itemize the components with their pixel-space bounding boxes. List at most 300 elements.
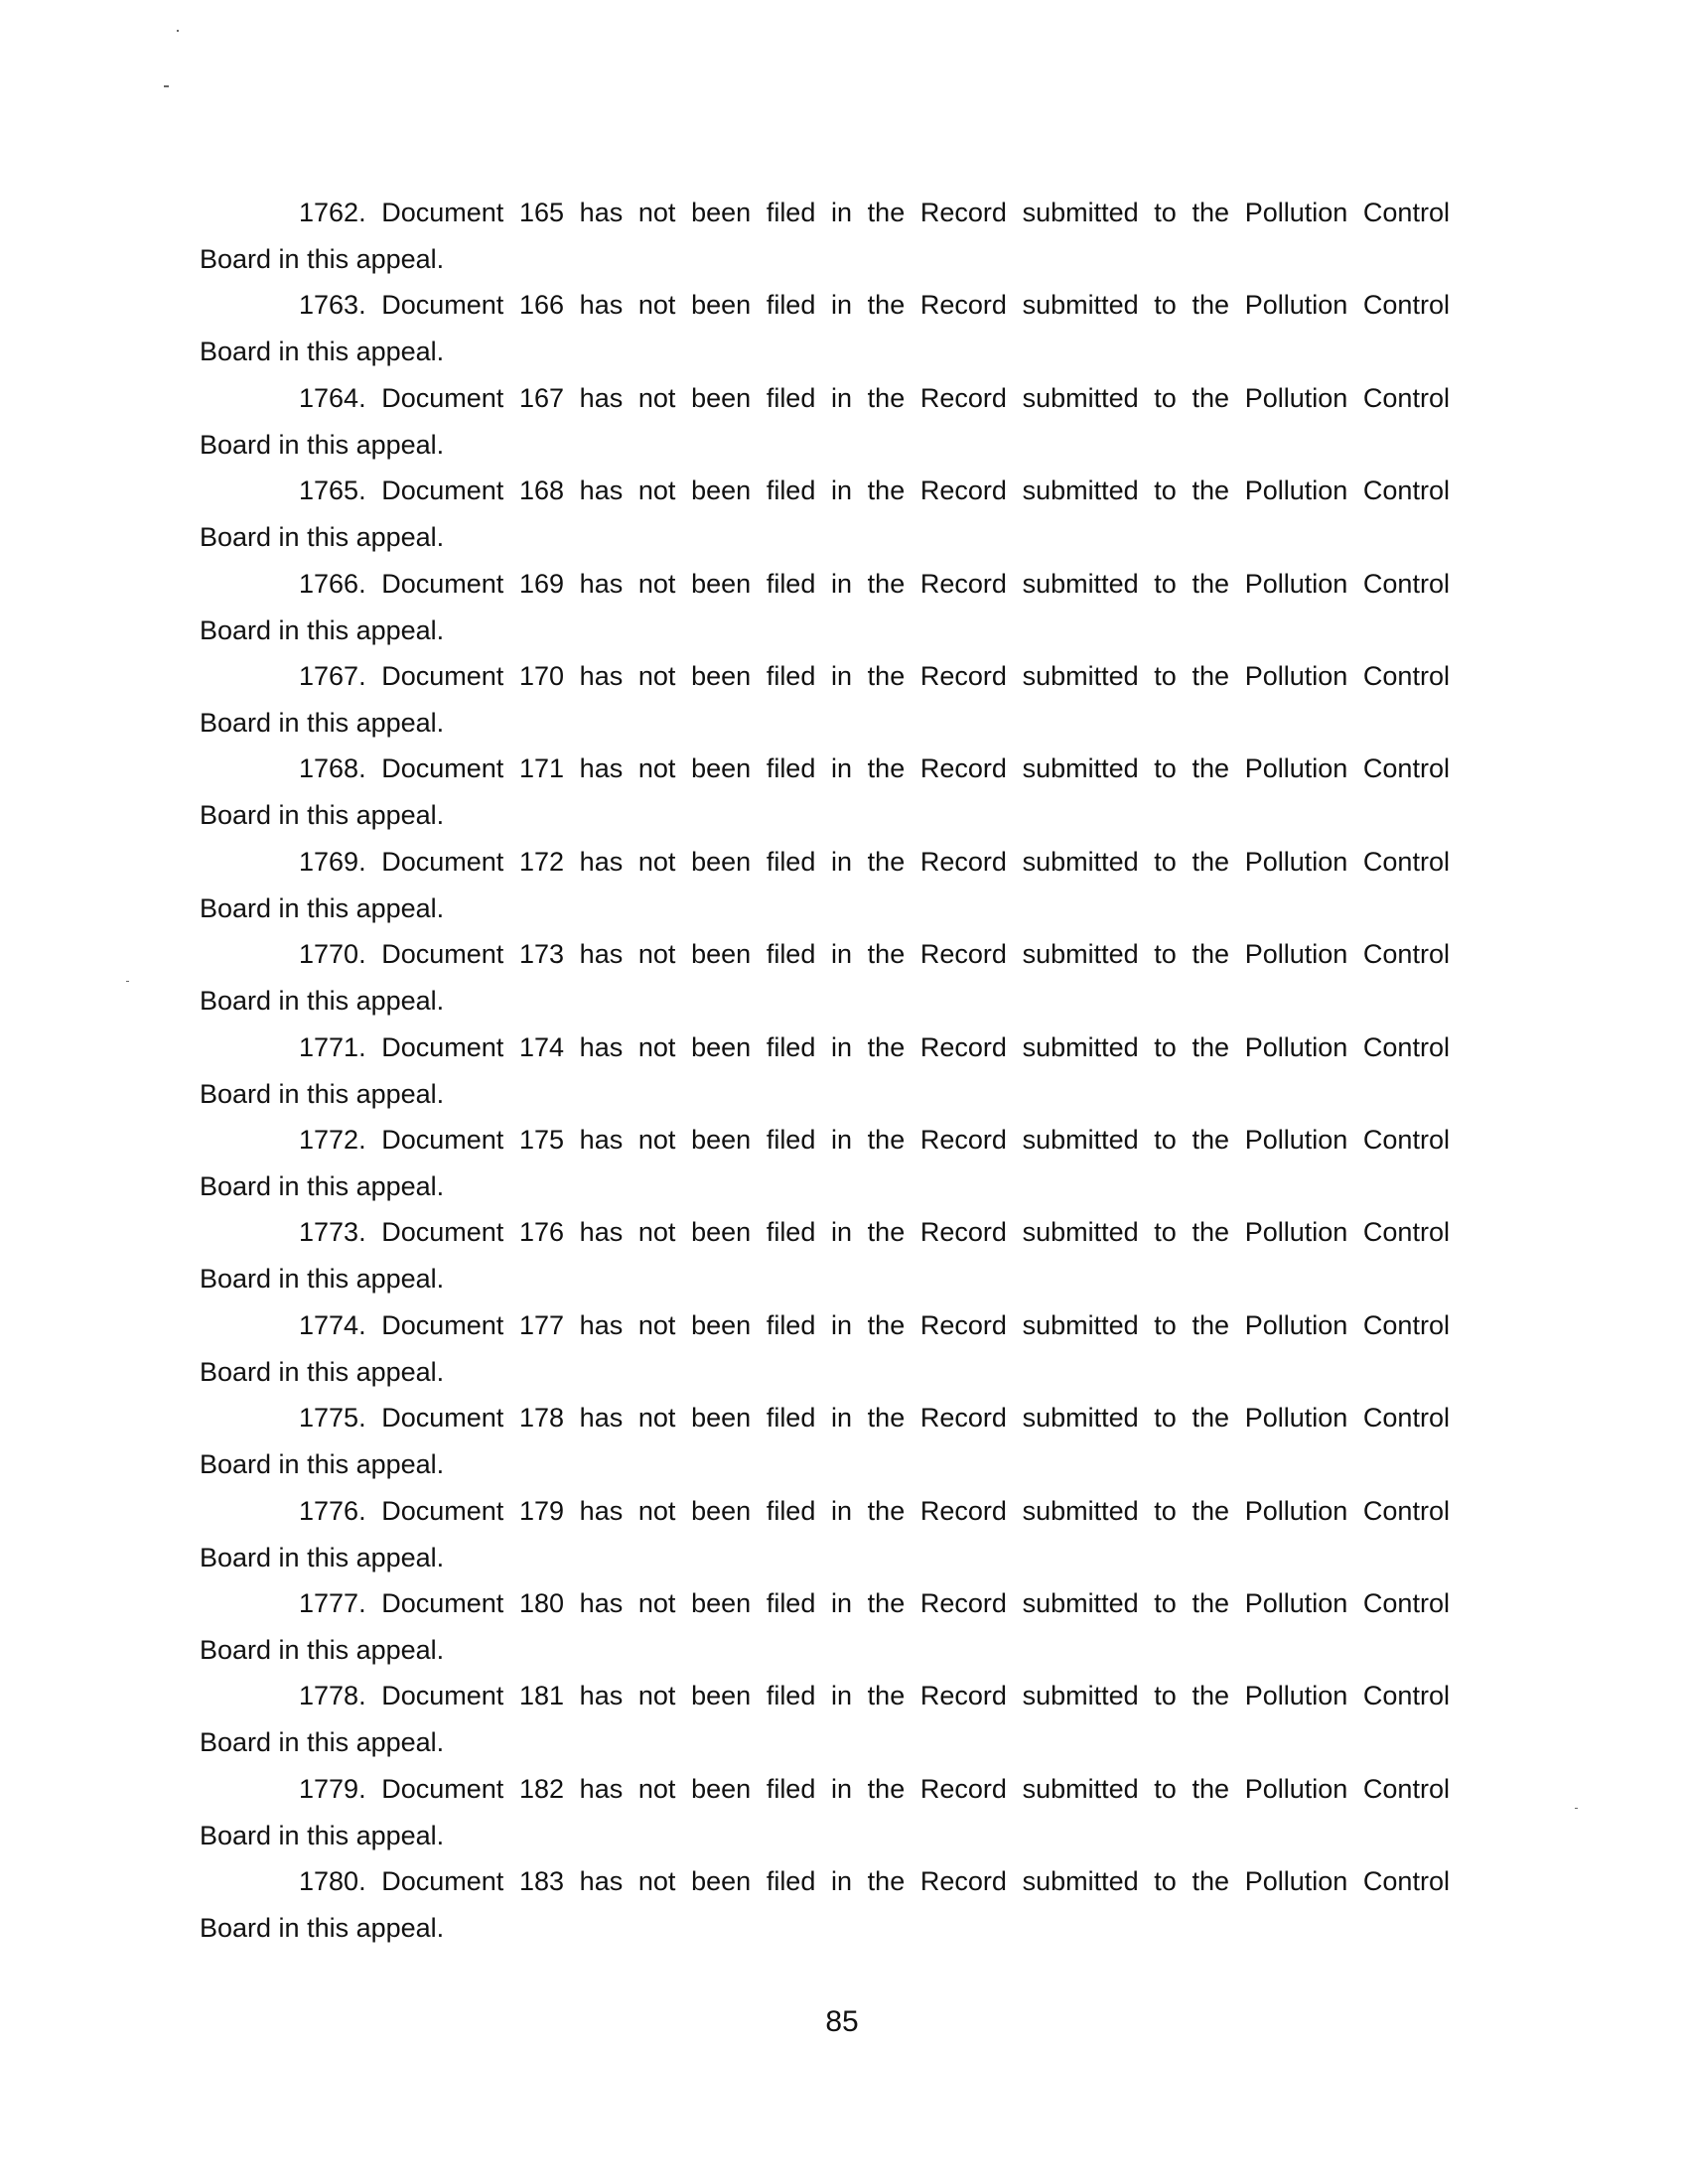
sentence-word: submitted <box>1022 1495 1139 1526</box>
sentence-word: Control <box>1362 661 1450 691</box>
sentence-word: the <box>1192 1866 1230 1897</box>
document-number: 174 <box>518 1031 565 1062</box>
sentence-word: filed <box>766 753 816 784</box>
sentence-word: the <box>867 1495 906 1526</box>
sentence-word: not <box>637 382 676 413</box>
paragraph-first-line <box>200 1302 1450 1349</box>
paragraph-number: 1770. <box>299 939 366 970</box>
sentence-word: Pollution <box>1244 1125 1348 1155</box>
document-number: 170 <box>518 661 565 691</box>
paragraph-first-line <box>200 561 1450 608</box>
sentence-word: filed <box>766 1495 816 1526</box>
paragraph-number: 1779. <box>299 1773 366 1804</box>
sentence-word: filed <box>766 1681 816 1711</box>
sentence-word: not <box>637 753 676 784</box>
sentence-word: been <box>691 753 752 784</box>
document-word: Document <box>381 1773 504 1804</box>
numbered-paragraph <box>200 931 1450 1024</box>
document-number: 171 <box>518 753 565 784</box>
sentence-word: the <box>867 1681 906 1711</box>
document-word: Document <box>381 661 504 691</box>
sentence-word: in <box>831 753 853 784</box>
sentence-word: has <box>579 476 624 506</box>
sentence-word: in <box>831 382 853 413</box>
sentence-word: Record <box>919 1031 1007 1062</box>
sentence-word: Record <box>919 290 1007 321</box>
sentence-word: Record <box>919 1217 1007 1248</box>
sentence-word: has <box>579 198 624 227</box>
paragraph-continuation: Board in this appeal. <box>200 986 445 1017</box>
scan-speck <box>126 981 129 982</box>
sentence-word: not <box>637 1125 676 1155</box>
sentence-word: in <box>831 1495 853 1526</box>
sentence-word: the <box>1192 661 1230 691</box>
sentence-word: to <box>1154 753 1177 784</box>
sentence-word: filed <box>766 846 816 877</box>
sentence-word: Pollution <box>1244 1588 1348 1618</box>
sentence-word: not <box>637 1495 676 1526</box>
document-number: 181 <box>518 1681 565 1711</box>
document-word: Document <box>381 1031 504 1062</box>
sentence-word: to <box>1154 1495 1177 1526</box>
sentence-word: Control <box>1362 1309 1450 1340</box>
document-word: Document <box>381 1495 504 1526</box>
page-number: 85 <box>825 2005 859 2038</box>
sentence-word: been <box>691 198 752 227</box>
paragraph-first-line <box>200 282 1450 329</box>
sentence-word: filed <box>766 661 816 691</box>
sentence-word: the <box>867 846 906 877</box>
sentence-word: to <box>1154 661 1177 691</box>
sentence-word: the <box>867 198 906 227</box>
paragraph-number: 1764. <box>299 382 366 413</box>
sentence-word: has <box>579 846 624 877</box>
numbered-paragraph <box>200 1580 1450 1674</box>
sentence-word: not <box>637 661 676 691</box>
paragraph-first-line <box>200 1766 1450 1813</box>
sentence-word: not <box>637 1681 676 1711</box>
document-number: 169 <box>518 568 565 599</box>
sentence-word: has <box>579 382 624 413</box>
sentence-word: been <box>691 568 752 599</box>
sentence-word: filed <box>766 568 816 599</box>
sentence-word: the <box>1192 1403 1230 1433</box>
paragraph-number: 1780. <box>299 1866 366 1897</box>
document-word: Document <box>381 1588 504 1618</box>
sentence-word: has <box>579 1681 624 1711</box>
paragraph-number: 1778. <box>299 1681 366 1711</box>
sentence-word: the <box>867 1309 906 1340</box>
sentence-word: submitted <box>1022 1866 1139 1897</box>
sentence-word: Control <box>1362 476 1450 506</box>
paragraph-continuation: Board in this appeal. <box>200 1820 445 1850</box>
sentence-word: the <box>1192 846 1230 877</box>
sentence-word: Record <box>919 939 1007 970</box>
sentence-word: has <box>579 568 624 599</box>
paragraph-first-line <box>200 190 1450 236</box>
paragraph-number: 1775. <box>299 1403 366 1433</box>
sentence-word: filed <box>766 939 816 970</box>
numbered-paragraph <box>200 746 1450 839</box>
sentence-word: not <box>637 198 676 227</box>
sentence-word: in <box>831 1403 853 1433</box>
document-number: 168 <box>518 476 565 506</box>
numbered-paragraph <box>200 1858 1450 1952</box>
sentence-word: Record <box>919 1681 1007 1711</box>
document-word: Document <box>381 568 504 599</box>
sentence-word: filed <box>766 1773 816 1804</box>
sentence-word: in <box>831 568 853 599</box>
sentence-word: in <box>831 198 853 227</box>
sentence-word: Pollution <box>1244 1403 1348 1433</box>
sentence-word: the <box>1192 568 1230 599</box>
paragraph-continuation: Board in this appeal. <box>200 1727 445 1758</box>
sentence-word: Pollution <box>1244 753 1348 784</box>
sentence-word: submitted <box>1022 568 1139 599</box>
numbered-paragraph <box>200 561 1450 654</box>
sentence-word: been <box>691 1681 752 1711</box>
sentence-word: submitted <box>1022 1217 1139 1248</box>
sentence-word: Control <box>1362 1588 1450 1618</box>
sentence-word: has <box>579 1588 624 1618</box>
numbered-paragraph <box>200 282 1450 375</box>
document-number: 175 <box>518 1125 565 1155</box>
sentence-word: has <box>579 1031 624 1062</box>
sentence-word: in <box>831 1866 853 1897</box>
sentence-word: filed <box>766 382 816 413</box>
sentence-word: submitted <box>1022 1588 1139 1618</box>
sentence-word: not <box>637 1773 676 1804</box>
sentence-word: has <box>579 939 624 970</box>
document-number: 165 <box>518 198 565 227</box>
sentence-word: submitted <box>1022 661 1139 691</box>
sentence-word: been <box>691 1588 752 1618</box>
sentence-word: to <box>1154 1217 1177 1248</box>
paragraph-first-line <box>200 1488 1450 1535</box>
sentence-word: Record <box>919 1309 1007 1340</box>
sentence-word: to <box>1154 1866 1177 1897</box>
sentence-word: filed <box>766 198 816 227</box>
numbered-paragraph <box>200 468 1450 561</box>
sentence-word: the <box>1192 290 1230 321</box>
sentence-word: Pollution <box>1244 1495 1348 1526</box>
paragraph-first-line <box>200 1024 1450 1071</box>
paragraph-first-line <box>200 468 1450 514</box>
sentence-word: to <box>1154 1403 1177 1433</box>
sentence-word: the <box>1192 753 1230 784</box>
paragraph-continuation: Board in this appeal. <box>200 522 445 553</box>
numbered-paragraph <box>200 1117 1450 1210</box>
paragraph-continuation: Board in this appeal. <box>200 708 445 738</box>
sentence-word: the <box>1192 1588 1230 1618</box>
numbered-paragraph <box>200 1395 1450 1488</box>
scan-speck <box>164 85 169 87</box>
paragraph-continuation: Board in this appeal. <box>200 1542 445 1572</box>
sentence-word: to <box>1154 846 1177 877</box>
sentence-word: the <box>867 1031 906 1062</box>
sentence-word: filed <box>766 1125 816 1155</box>
sentence-word: the <box>867 1773 906 1804</box>
document-word: Document <box>381 1217 504 1248</box>
document-word: Document <box>381 290 504 321</box>
numbered-paragraph <box>200 1024 1450 1118</box>
document-number: 179 <box>518 1495 565 1526</box>
sentence-word: not <box>637 1031 676 1062</box>
sentence-word: filed <box>766 1588 816 1618</box>
sentence-word: to <box>1154 1773 1177 1804</box>
sentence-word: in <box>831 661 853 691</box>
sentence-word: Pollution <box>1244 1681 1348 1711</box>
paragraph-continuation: Board in this appeal. <box>200 614 445 645</box>
sentence-word: has <box>579 1773 624 1804</box>
document-word: Document <box>381 382 504 413</box>
sentence-word: to <box>1154 476 1177 506</box>
sentence-word: filed <box>766 1309 816 1340</box>
sentence-word: Pollution <box>1244 1866 1348 1897</box>
sentence-word: filed <box>766 290 816 321</box>
sentence-word: submitted <box>1022 1031 1139 1062</box>
paragraph-continuation: Board in this appeal. <box>200 1449 445 1480</box>
document-number: 172 <box>518 846 565 877</box>
sentence-word: been <box>691 1217 752 1248</box>
sentence-word: Record <box>919 1773 1007 1804</box>
sentence-word: been <box>691 1403 752 1433</box>
sentence-word: Control <box>1362 198 1450 227</box>
document-number: 182 <box>518 1773 565 1804</box>
paragraph-first-line <box>200 1580 1450 1627</box>
sentence-word: to <box>1154 290 1177 321</box>
numbered-paragraph <box>200 1209 1450 1302</box>
sentence-word: has <box>579 1866 624 1897</box>
sentence-word: not <box>637 846 676 877</box>
sentence-word: the <box>867 1125 906 1155</box>
sentence-word: has <box>579 1495 624 1526</box>
sentence-word: Pollution <box>1244 382 1348 413</box>
paragraph-continuation: Board in this appeal. <box>200 1913 445 1944</box>
sentence-word: has <box>579 1217 624 1248</box>
sentence-word: Record <box>919 1403 1007 1433</box>
sentence-word: Control <box>1362 1125 1450 1155</box>
sentence-word: filed <box>766 1403 816 1433</box>
sentence-word: has <box>579 290 624 321</box>
sentence-word: Record <box>919 1495 1007 1526</box>
sentence-word: submitted <box>1022 753 1139 784</box>
sentence-word: the <box>867 476 906 506</box>
sentence-word: in <box>831 939 853 970</box>
paragraph-continuation: Board in this appeal. <box>200 1171 445 1201</box>
sentence-word: filed <box>766 1866 816 1897</box>
paragraph-continuation: Board in this appeal. <box>200 244 445 274</box>
sentence-word: in <box>831 1681 853 1711</box>
sentence-word: the <box>1192 939 1230 970</box>
sentence-word: the <box>867 1217 906 1248</box>
numbered-paragraph <box>200 1673 1450 1766</box>
sentence-word: been <box>691 939 752 970</box>
sentence-word: the <box>1192 476 1230 506</box>
sentence-word: to <box>1154 568 1177 599</box>
sentence-word: not <box>637 1309 676 1340</box>
sentence-word: the <box>867 382 906 413</box>
numbered-paragraph <box>200 1302 1450 1396</box>
paragraph-first-line <box>200 746 1450 792</box>
sentence-word: submitted <box>1022 382 1139 413</box>
sentence-word: Record <box>919 476 1007 506</box>
paragraph-continuation: Board in this appeal. <box>200 429 445 460</box>
paragraph-number: 1772. <box>299 1125 366 1155</box>
sentence-word: in <box>831 1125 853 1155</box>
sentence-word: not <box>637 1403 676 1433</box>
paragraph-first-line <box>200 1858 1450 1905</box>
paragraph-continuation: Board in this appeal. <box>200 800 445 831</box>
sentence-word: Pollution <box>1244 476 1348 506</box>
sentence-word: the <box>1192 1495 1230 1526</box>
sentence-word: Pollution <box>1244 1309 1348 1340</box>
sentence-word: the <box>867 290 906 321</box>
sentence-word: has <box>579 1403 624 1433</box>
sentence-word: Record <box>919 753 1007 784</box>
paragraph-continuation: Board in this appeal. <box>200 337 445 367</box>
paragraph-continuation: Board in this appeal. <box>200 1078 445 1109</box>
sentence-word: Control <box>1362 1217 1450 1248</box>
sentence-word: not <box>637 568 676 599</box>
sentence-word: Control <box>1362 1031 1450 1062</box>
document-word: Document <box>381 1681 504 1711</box>
numbered-paragraph <box>200 1766 1450 1859</box>
sentence-word: Pollution <box>1244 1217 1348 1248</box>
sentence-word: the <box>867 568 906 599</box>
sentence-word: the <box>867 661 906 691</box>
sentence-word: Control <box>1362 1495 1450 1526</box>
document-number: 180 <box>518 1588 565 1618</box>
sentence-word: in <box>831 1773 853 1804</box>
sentence-word: submitted <box>1022 1309 1139 1340</box>
sentence-word: Record <box>919 1125 1007 1155</box>
sentence-word: the <box>1192 1217 1230 1248</box>
sentence-word: Control <box>1362 753 1450 784</box>
sentence-word: submitted <box>1022 290 1139 321</box>
sentence-word: Control <box>1362 382 1450 413</box>
document-word: Document <box>381 1866 504 1897</box>
document-number: 178 <box>518 1403 565 1433</box>
sentence-word: submitted <box>1022 846 1139 877</box>
sentence-word: not <box>637 939 676 970</box>
paragraph-number: 1766. <box>299 568 366 599</box>
sentence-word: Record <box>919 846 1007 877</box>
sentence-word: submitted <box>1022 939 1139 970</box>
paragraph-number: 1771. <box>299 1031 366 1062</box>
sentence-word: filed <box>766 1031 816 1062</box>
sentence-word: Control <box>1362 290 1450 321</box>
sentence-word: to <box>1154 1309 1177 1340</box>
sentence-word: has <box>579 1309 624 1340</box>
sentence-word: the <box>1192 1681 1230 1711</box>
sentence-word: not <box>637 1217 676 1248</box>
scan-speck <box>177 30 179 32</box>
sentence-word: Record <box>919 568 1007 599</box>
sentence-word: Control <box>1362 846 1450 877</box>
paragraph-continuation: Board in this appeal. <box>200 1264 445 1295</box>
sentence-word: the <box>1192 1309 1230 1340</box>
paragraph-first-line <box>200 1673 1450 1719</box>
paragraph-first-line <box>200 839 1450 886</box>
sentence-word: the <box>1192 1773 1230 1804</box>
sentence-word: Control <box>1362 1866 1450 1897</box>
sentence-word: Record <box>919 661 1007 691</box>
sentence-word: Control <box>1362 939 1450 970</box>
sentence-word: not <box>637 1866 676 1897</box>
sentence-word: Record <box>919 1866 1007 1897</box>
paragraph-number: 1776. <box>299 1495 366 1526</box>
paragraph-number: 1762. <box>299 198 366 227</box>
sentence-word: the <box>867 939 906 970</box>
numbered-paragraph <box>200 190 1450 283</box>
paragraph-continuation: Board in this appeal. <box>200 1356 445 1387</box>
sentence-word: been <box>691 290 752 321</box>
paragraph-number: 1769. <box>299 846 366 877</box>
sentence-word: Record <box>919 1588 1007 1618</box>
document-number: 167 <box>518 382 565 413</box>
sentence-word: Record <box>919 382 1007 413</box>
sentence-word: filed <box>766 1217 816 1248</box>
document-word: Document <box>381 753 504 784</box>
document-number: 166 <box>518 290 565 321</box>
sentence-word: the <box>1192 1031 1230 1062</box>
sentence-word: been <box>691 1309 752 1340</box>
document-number: 173 <box>518 939 565 970</box>
paragraph-first-line <box>200 375 1450 422</box>
sentence-word: in <box>831 290 853 321</box>
document-word: Document <box>381 1309 504 1340</box>
numbered-paragraph <box>200 839 1450 932</box>
sentence-word: the <box>867 1866 906 1897</box>
sentence-word: the <box>867 753 906 784</box>
sentence-word: in <box>831 846 853 877</box>
sentence-word: been <box>691 1773 752 1804</box>
sentence-word: to <box>1154 1031 1177 1062</box>
sentence-word: not <box>637 290 676 321</box>
sentence-word: been <box>691 382 752 413</box>
numbered-paragraph <box>200 1488 1450 1581</box>
sentence-word: Pollution <box>1244 1031 1348 1062</box>
sentence-word: submitted <box>1022 476 1139 506</box>
sentence-word: Control <box>1362 1403 1450 1433</box>
sentence-word: to <box>1154 382 1177 413</box>
paragraph-number: 1765. <box>299 476 366 506</box>
sentence-word: in <box>831 1217 853 1248</box>
paragraph-first-line <box>200 1395 1450 1441</box>
sentence-word: Control <box>1362 1773 1450 1804</box>
numbered-paragraph <box>200 375 1450 469</box>
paragraph-first-line <box>200 1117 1450 1163</box>
sentence-word: not <box>637 476 676 506</box>
sentence-word: to <box>1154 198 1177 227</box>
paragraph-continuation: Board in this appeal. <box>200 892 445 923</box>
numbered-paragraph <box>200 653 1450 747</box>
document-number: 176 <box>518 1217 565 1248</box>
sentence-word: to <box>1154 1588 1177 1618</box>
sentence-word: been <box>691 1495 752 1526</box>
sentence-word: been <box>691 1031 752 1062</box>
sentence-word: has <box>579 753 624 784</box>
sentence-word: the <box>1192 198 1230 227</box>
document-word: Document <box>381 198 504 227</box>
paragraph-number: 1763. <box>299 290 366 321</box>
paragraph-first-line <box>200 931 1450 978</box>
paragraph-number: 1774. <box>299 1309 366 1340</box>
sentence-word: Record <box>919 198 1007 227</box>
sentence-word: the <box>867 1403 906 1433</box>
sentence-word: submitted <box>1022 1403 1139 1433</box>
